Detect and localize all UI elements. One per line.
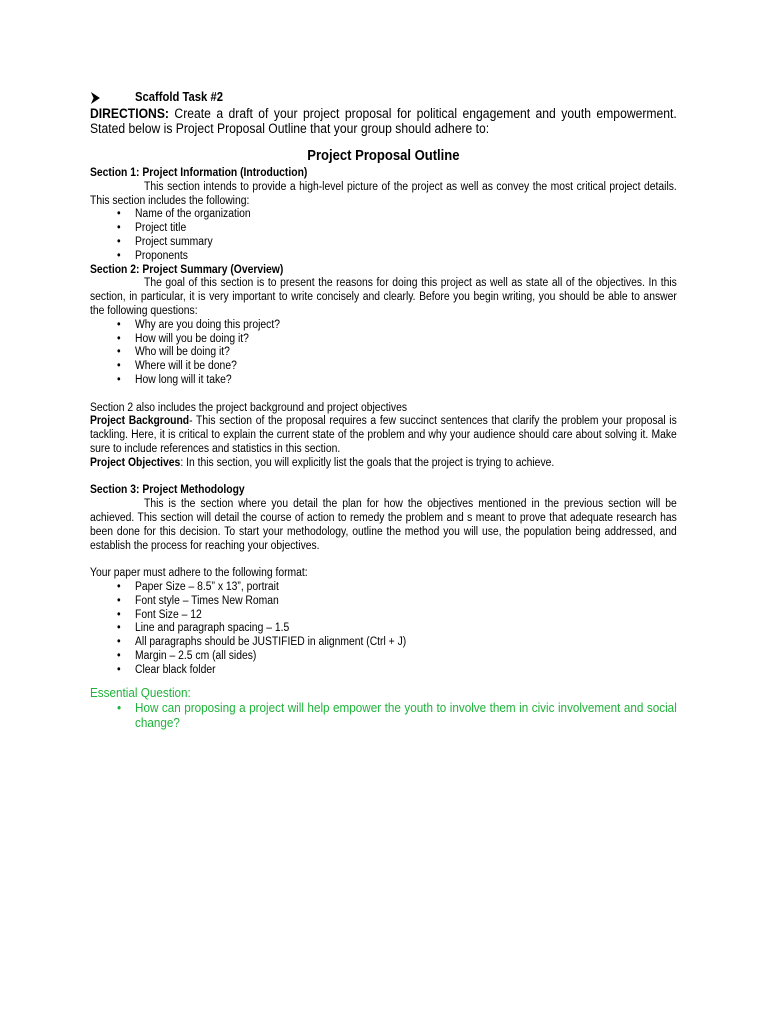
essential-question-list xyxy=(90,700,677,730)
outline-title: Project Proposal Outline xyxy=(307,148,460,165)
section1-heading: Section 1: Project Information (Introduction) xyxy=(90,167,308,179)
section2-list xyxy=(90,319,677,388)
section1-paragraph: This section intends to provide a high-level picture of the project as well as convey the most critical project details. This section includes the following: xyxy=(90,180,677,207)
directions-paragraph xyxy=(90,106,677,136)
project-objectives-text: : In this section, you will explicitly list the goals that the project is trying to achieve. xyxy=(180,456,555,469)
list-item: • Paper Size – 8.5” x 13”, portrait xyxy=(117,581,677,595)
list-item: • Font Size – 12 xyxy=(117,609,677,623)
arrow-right-icon xyxy=(90,92,101,104)
essential-question-item: • How can proposing a project will help empower the youth to involve them in civic involvement and social change? xyxy=(117,700,677,730)
section3-heading: Section 3: Project Methodology xyxy=(90,484,245,497)
list-item: • Margin – 2.5 cm (all sides) xyxy=(117,650,677,664)
section1-list xyxy=(90,208,677,263)
list-item: • Line and paragraph spacing – 1.5 xyxy=(117,622,677,636)
list-item: • Proponents xyxy=(117,250,677,264)
essential-question-heading: Essential Question: xyxy=(90,685,191,701)
project-objectives xyxy=(90,457,677,471)
list-item: • Clear black folder xyxy=(117,664,677,678)
project-background-text: - This section of the proposal requires a few succinct sentences that clarify the problem your proposal is tackling. Here, it is critical to explain the current state of the problem and why your audience should care about solving it. Make sure to include references and statistics in this section. xyxy=(90,415,677,455)
project-background-label: Project Background xyxy=(90,415,190,428)
task-title: Scaffold Task #2 xyxy=(135,90,223,104)
project-objectives-label: Project Objectives xyxy=(90,456,181,469)
section2-paragraph: The goal of this section is to present the reasons for doing this project as well as state all of the objectives. In this section, in particular, it is very important to write concisely and clearly. Before you begin writing, you should be able to answer the following questions: xyxy=(90,277,677,317)
list-item: • How will you be doing it? xyxy=(117,333,677,347)
list-item: • Font style – Times New Roman xyxy=(117,595,677,609)
list-item: • Why are you doing this project? xyxy=(117,319,677,333)
section3-paragraph: This is the section where you detail the plan for how the objectives mentioned in the previous section will be achieved. This section will detail the course of action to remedy the problem and s meant to prove that adequate research has been done for this decision. To start your methodology, outline the method you will use, the population being addressed, and establish the process for reaching your objectives. xyxy=(90,498,677,552)
project-background xyxy=(90,415,677,456)
list-item: • All paragraphs should be JUSTIFIED in alignment (Ctrl + J) xyxy=(117,636,677,650)
essential-question-block xyxy=(90,685,677,730)
format-list xyxy=(90,581,677,678)
list-item: • Project title xyxy=(117,222,677,236)
section2-includes: Section 2 also includes the project background and project objectives xyxy=(90,401,408,414)
section2-heading: Section 2: Project Summary (Overview) xyxy=(90,263,284,276)
format-intro: Your paper must adhere to the following format: xyxy=(90,567,308,580)
list-item: • Project summary xyxy=(117,236,677,250)
list-item: • Name of the organization xyxy=(117,208,677,222)
directions-label: DIRECTIONS: xyxy=(90,105,169,121)
directions-text: Create a draft of your project proposal for political engagement and youth empowerment. Stated below is Project Proposal Outline that your group should adhere to: xyxy=(90,105,677,136)
list-item: • Where will it be done? xyxy=(117,360,677,374)
list-item: • How long will it take? xyxy=(117,374,677,388)
list-item: • Who will be doing it? xyxy=(117,346,677,360)
task-heading xyxy=(90,91,677,105)
document-page xyxy=(90,91,677,730)
